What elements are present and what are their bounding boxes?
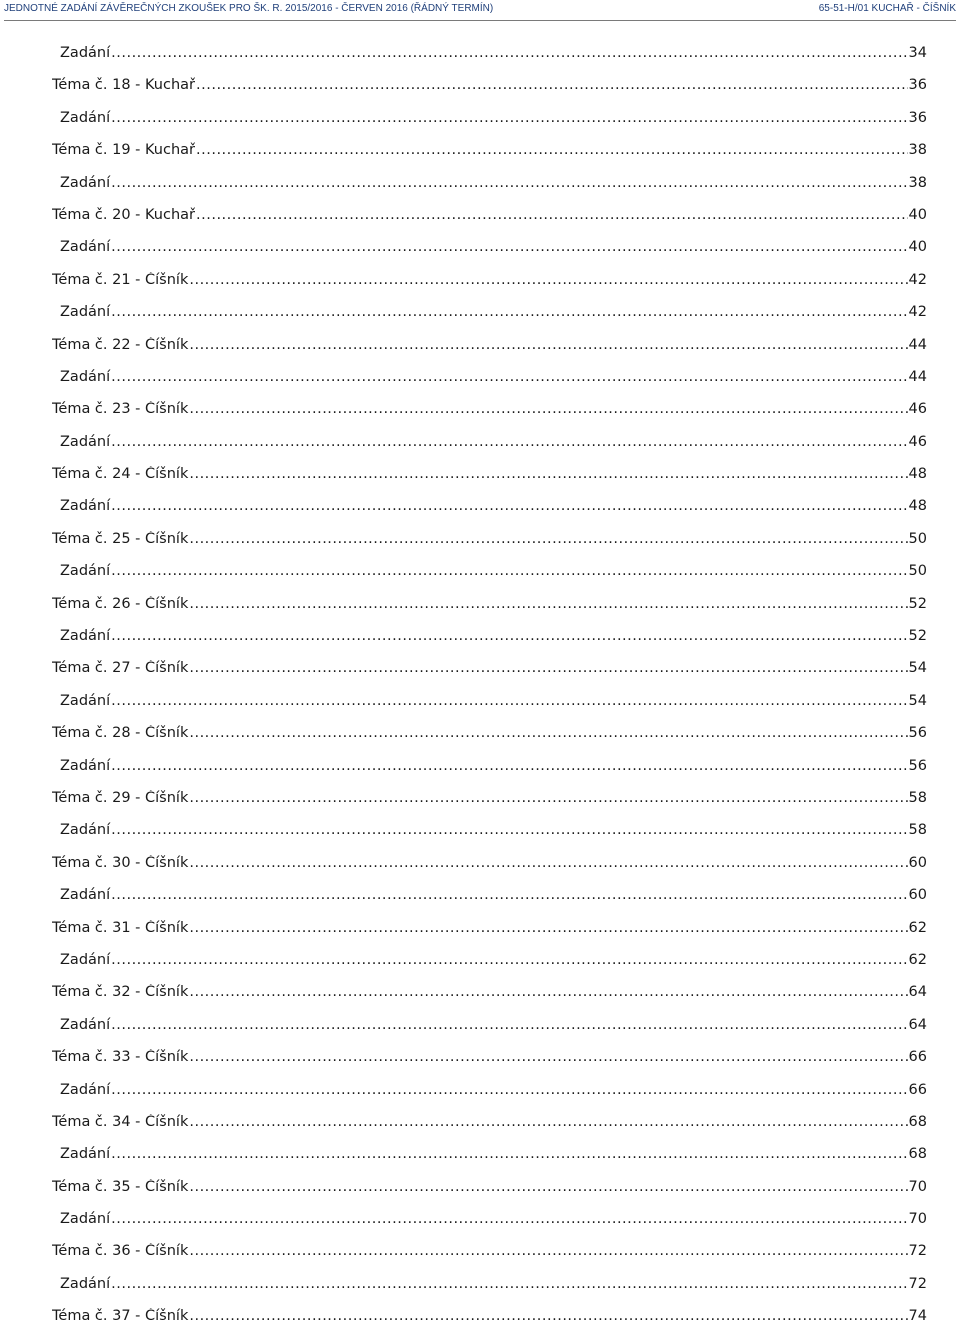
toc-entry-topic[interactable] xyxy=(52,1049,927,1081)
toc-entry-assignment[interactable] xyxy=(52,110,927,142)
toc-entry-label: Zadání xyxy=(60,692,111,709)
toc-dot-leader xyxy=(189,920,907,936)
toc-entry-assignment[interactable] xyxy=(52,1146,927,1178)
toc-dot-leader xyxy=(111,693,907,709)
toc-entry-label: Zadání xyxy=(60,498,111,515)
toc-entry-label: Zadání xyxy=(60,1275,111,1292)
toc-dot-leader xyxy=(111,498,907,514)
toc-entry-topic[interactable] xyxy=(52,401,927,433)
toc-entry-label: Zadání xyxy=(60,887,111,904)
toc-entry-label: Téma č. 32 - Číšník xyxy=(52,984,189,1001)
toc-entry-page-number: 54 xyxy=(908,660,927,677)
toc-entry-page-number: 36 xyxy=(908,77,927,94)
toc-entry-label: Zadání xyxy=(60,1211,111,1228)
toc-entry-label: Zadání xyxy=(60,433,111,450)
toc-entry-topic[interactable] xyxy=(52,984,927,1016)
toc-dot-leader xyxy=(111,175,907,191)
toc-dot-leader xyxy=(111,110,907,126)
toc-dot-leader xyxy=(189,272,907,288)
toc-entry-page-number: 70 xyxy=(908,1211,927,1228)
toc-entry-page-number: 72 xyxy=(908,1275,927,1292)
toc-entry-page-number: 40 xyxy=(908,206,927,223)
toc-dot-leader xyxy=(111,1146,907,1162)
toc-entry-page-number: 68 xyxy=(908,1113,927,1130)
toc-dot-leader xyxy=(189,466,907,482)
toc-dot-leader xyxy=(189,401,907,417)
toc-entry-topic[interactable] xyxy=(52,1179,927,1211)
toc-entry-topic[interactable] xyxy=(52,1243,927,1275)
toc-entry-page-number: 64 xyxy=(908,1016,927,1033)
toc-entry-page-number: 56 xyxy=(908,725,927,742)
toc-entry-page-number: 74 xyxy=(908,1308,927,1325)
toc-dot-leader xyxy=(111,758,907,774)
toc-entry-assignment[interactable] xyxy=(52,758,927,790)
toc-dot-leader xyxy=(111,239,907,255)
toc-entry-topic[interactable] xyxy=(52,337,927,369)
toc-entry-label: Téma č. 28 - Číšník xyxy=(52,725,189,742)
toc-dot-leader xyxy=(189,984,907,1000)
toc-entry-label: Zadání xyxy=(60,304,111,321)
toc-entry-page-number: 50 xyxy=(908,530,927,547)
header-program-code: 65-51-H/01 KUCHAŘ - ČÍŠNÍK xyxy=(818,3,956,14)
toc-entry-label: Zadání xyxy=(60,628,111,645)
toc-entry-label: Zadání xyxy=(60,109,111,126)
toc-dot-leader xyxy=(189,1243,907,1259)
toc-entry-assignment[interactable] xyxy=(52,1017,927,1049)
table-of-contents xyxy=(52,45,927,1341)
toc-dot-leader xyxy=(189,596,907,612)
toc-entry-label: Téma č. 22 - Číšník xyxy=(52,336,189,353)
toc-entry-label: Zadání xyxy=(60,239,111,256)
toc-entry-page-number: 42 xyxy=(908,304,927,321)
toc-entry-label: Téma č. 34 - Číšník xyxy=(52,1113,189,1130)
toc-entry-label: Téma č. 23 - Číšník xyxy=(52,401,189,418)
toc-entry-page-number: 70 xyxy=(908,1178,927,1195)
toc-entry-topic[interactable] xyxy=(52,466,927,498)
toc-entry-page-number: 66 xyxy=(908,1081,927,1098)
toc-entry-page-number: 48 xyxy=(908,498,927,515)
toc-dot-leader xyxy=(111,628,907,644)
toc-entry-topic[interactable] xyxy=(52,1114,927,1146)
page-header xyxy=(4,0,956,21)
toc-entry-page-number: 62 xyxy=(908,919,927,936)
toc-entry-page-number: 36 xyxy=(908,109,927,126)
toc-entry-page-number: 46 xyxy=(908,401,927,418)
toc-dot-leader xyxy=(189,1049,907,1065)
toc-entry-assignment[interactable] xyxy=(52,563,927,595)
toc-entry-topic[interactable] xyxy=(52,531,927,563)
toc-entry-assignment[interactable] xyxy=(52,887,927,919)
toc-entry-page-number: 58 xyxy=(908,789,927,806)
toc-entry-label: Zadání xyxy=(60,1146,111,1163)
toc-entry-label: Téma č. 26 - Číšník xyxy=(52,595,189,612)
header-document-title: JEDNOTNÉ ZADÁNÍ ZÁVĚREČNÝCH ZKOUŠEK PRO ŠK. R. 2015/2016 - ČERVEN 2016 (ŘÁDNÝ TERMÍN) xyxy=(4,3,494,14)
toc-entry-assignment[interactable] xyxy=(52,822,927,854)
toc-entry-label: Téma č. 36 - Číšník xyxy=(52,1243,189,1260)
toc-entry-label: Téma č. 20 - Kuchař xyxy=(52,206,196,223)
toc-dot-leader xyxy=(196,142,908,158)
toc-dot-leader xyxy=(196,77,908,93)
toc-entry-assignment[interactable] xyxy=(52,369,927,401)
toc-dot-leader xyxy=(189,855,907,871)
toc-entry-page-number: 68 xyxy=(908,1146,927,1163)
toc-dot-leader xyxy=(111,822,907,838)
toc-entry-page-number: 44 xyxy=(908,336,927,353)
toc-dot-leader xyxy=(111,1082,907,1098)
toc-entry-topic[interactable] xyxy=(52,1308,927,1340)
toc-entry-page-number: 44 xyxy=(908,368,927,385)
toc-entry-label: Zadání xyxy=(60,951,111,968)
toc-entry-label: Zadání xyxy=(60,1081,111,1098)
toc-dot-leader xyxy=(111,45,907,61)
toc-entry-label: Zadání xyxy=(60,822,111,839)
toc-entry-assignment[interactable] xyxy=(52,1276,927,1308)
toc-entry-topic[interactable] xyxy=(52,855,927,887)
toc-entry-assignment[interactable] xyxy=(52,628,927,660)
toc-entry-page-number: 52 xyxy=(908,628,927,645)
toc-entry-topic[interactable] xyxy=(52,920,927,952)
toc-entry-assignment[interactable] xyxy=(52,1082,927,1114)
toc-dot-leader xyxy=(111,1211,907,1227)
toc-entry-label: Téma č. 30 - Číšník xyxy=(52,854,189,871)
toc-entry-label: Téma č. 18 - Kuchař xyxy=(52,77,196,94)
toc-entry-label: Téma č. 25 - Číšník xyxy=(52,530,189,547)
toc-dot-leader xyxy=(189,531,907,547)
toc-entry-assignment[interactable] xyxy=(52,693,927,725)
toc-entry-page-number: 38 xyxy=(908,142,927,159)
toc-dot-leader xyxy=(189,337,907,353)
toc-entry-topic[interactable] xyxy=(52,207,927,239)
toc-entry-page-number: 40 xyxy=(908,239,927,256)
toc-entry-topic[interactable] xyxy=(52,77,927,109)
toc-entry-page-number: 50 xyxy=(908,563,927,580)
toc-entry-label: Téma č. 35 - Číšník xyxy=(52,1178,189,1195)
toc-dot-leader xyxy=(111,952,907,968)
toc-entry-assignment[interactable] xyxy=(52,1211,927,1243)
toc-dot-leader xyxy=(111,887,907,903)
toc-dot-leader xyxy=(111,369,907,385)
toc-entry-label: Téma č. 19 - Kuchař xyxy=(52,142,196,159)
toc-entry-page-number: 72 xyxy=(908,1243,927,1260)
toc-entry-label: Téma č. 33 - Číšník xyxy=(52,1049,189,1066)
toc-entry-assignment[interactable] xyxy=(52,498,927,530)
toc-entry-page-number: 66 xyxy=(908,1049,927,1066)
toc-dot-leader xyxy=(189,725,907,741)
toc-entry-topic[interactable] xyxy=(52,596,927,628)
toc-dot-leader xyxy=(189,1308,907,1324)
toc-entry-label: Téma č. 24 - Číšník xyxy=(52,466,189,483)
toc-entry-label: Téma č. 29 - Číšník xyxy=(52,789,189,806)
toc-entry-assignment[interactable] xyxy=(52,952,927,984)
toc-entry-page-number: 34 xyxy=(908,45,927,61)
toc-entry-assignment[interactable] xyxy=(52,239,927,271)
toc-entry-label: Zadání xyxy=(60,757,111,774)
toc-entry-label: Téma č. 31 - Číšník xyxy=(52,919,189,936)
toc-entry-page-number: 54 xyxy=(908,692,927,709)
toc-entry-page-number: 62 xyxy=(908,951,927,968)
toc-entry-page-number: 38 xyxy=(908,174,927,191)
toc-dot-leader xyxy=(189,1179,907,1195)
toc-entry-assignment[interactable] xyxy=(52,434,927,466)
toc-entry-label: Téma č. 21 - Číšník xyxy=(52,271,189,288)
toc-entry-assignment[interactable] xyxy=(52,175,927,207)
toc-entry-topic[interactable] xyxy=(52,725,927,757)
toc-entry-label: Zadání xyxy=(60,45,111,61)
toc-dot-leader xyxy=(111,304,907,320)
toc-entry-label: Zadání xyxy=(60,174,111,191)
toc-entry-page-number: 56 xyxy=(908,757,927,774)
toc-dot-leader xyxy=(189,660,907,676)
toc-entry-page-number: 46 xyxy=(908,433,927,450)
toc-entry-label: Téma č. 27 - Číšník xyxy=(52,660,189,677)
toc-entry-label: Zadání xyxy=(60,368,111,385)
toc-entry-label: Zadání xyxy=(60,563,111,580)
toc-entry-topic[interactable] xyxy=(52,790,927,822)
toc-dot-leader xyxy=(196,207,908,223)
toc-entry-topic[interactable] xyxy=(52,660,927,692)
toc-entry-label: Zadání xyxy=(60,1016,111,1033)
toc-entry-page-number: 58 xyxy=(908,822,927,839)
toc-dot-leader xyxy=(111,563,907,579)
toc-entry-page-number: 60 xyxy=(908,854,927,871)
toc-entry-page-number: 52 xyxy=(908,595,927,612)
toc-entry-page-number: 60 xyxy=(908,887,927,904)
toc-dot-leader xyxy=(111,1276,907,1292)
toc-entry-label: Téma č. 37 - Číšník xyxy=(52,1308,189,1325)
toc-entry-page-number: 42 xyxy=(908,271,927,288)
toc-dot-leader xyxy=(111,1017,907,1033)
toc-dot-leader xyxy=(111,434,907,450)
toc-entry-assignment[interactable] xyxy=(52,45,927,77)
toc-entry-assignment[interactable] xyxy=(52,304,927,336)
toc-dot-leader xyxy=(189,790,907,806)
toc-entry-page-number: 64 xyxy=(908,984,927,1001)
toc-entry-page-number: 48 xyxy=(908,466,927,483)
toc-dot-leader xyxy=(189,1114,907,1130)
toc-entry-topic[interactable] xyxy=(52,142,927,174)
toc-entry-topic[interactable] xyxy=(52,272,927,304)
